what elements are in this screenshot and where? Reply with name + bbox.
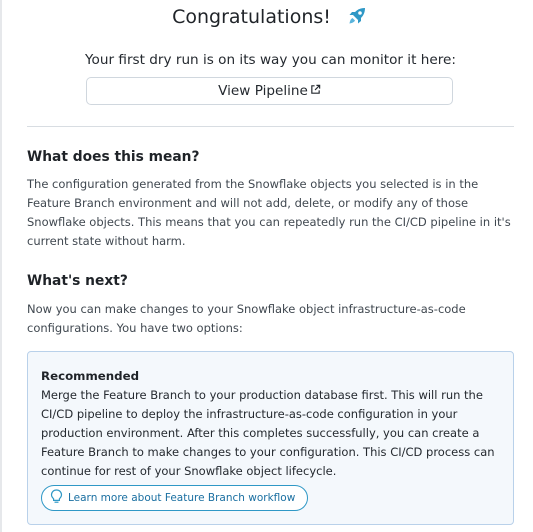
next-heading: What's next? <box>27 273 128 289</box>
rocket-icon <box>345 4 369 35</box>
external-link-icon <box>310 83 321 99</box>
lightbulb-icon <box>50 489 63 507</box>
section-divider <box>27 126 514 127</box>
learn-more-label: Learn more about Feature Branch workflow <box>68 492 296 504</box>
next-text: Now you can make changes to your Snowflake object infrastructure-as-code configurations. You have two options: <box>27 302 466 335</box>
learn-more-feature-branch-link[interactable] <box>41 485 308 511</box>
page-title: Congratulations! <box>172 6 331 28</box>
recommended-title: Recommended <box>41 369 140 383</box>
meaning-heading: What does this mean? <box>27 149 200 165</box>
meaning-text: The configuration generated from the Snowflake objects you selected is in the Feature Branch environment and will not add, delete, or modify any of those Snowflake objects. This means that you can repeatedly run the CI/CD pipeline in it's current state without harm. <box>27 177 511 248</box>
view-pipeline-button[interactable] <box>86 77 453 105</box>
congratulations-header <box>27 4 514 30</box>
recommended-callout <box>27 351 514 525</box>
panel-left-border <box>0 0 2 532</box>
recommended-text: Merge the Feature Branch to your production database first. This will run the CI/CD pipeline to deploy the infrastructure-as-code configuration in your production environment. After this completes successfully, you can create a Feature Branch to make changes to your configuration. This CI/CD process can continue for rest of your Snowflake object lifecycle. <box>41 388 495 478</box>
view-pipeline-label: View Pipeline <box>218 83 308 99</box>
dry-run-message: Your first dry run is on its way you can monitor it here: <box>85 52 456 68</box>
